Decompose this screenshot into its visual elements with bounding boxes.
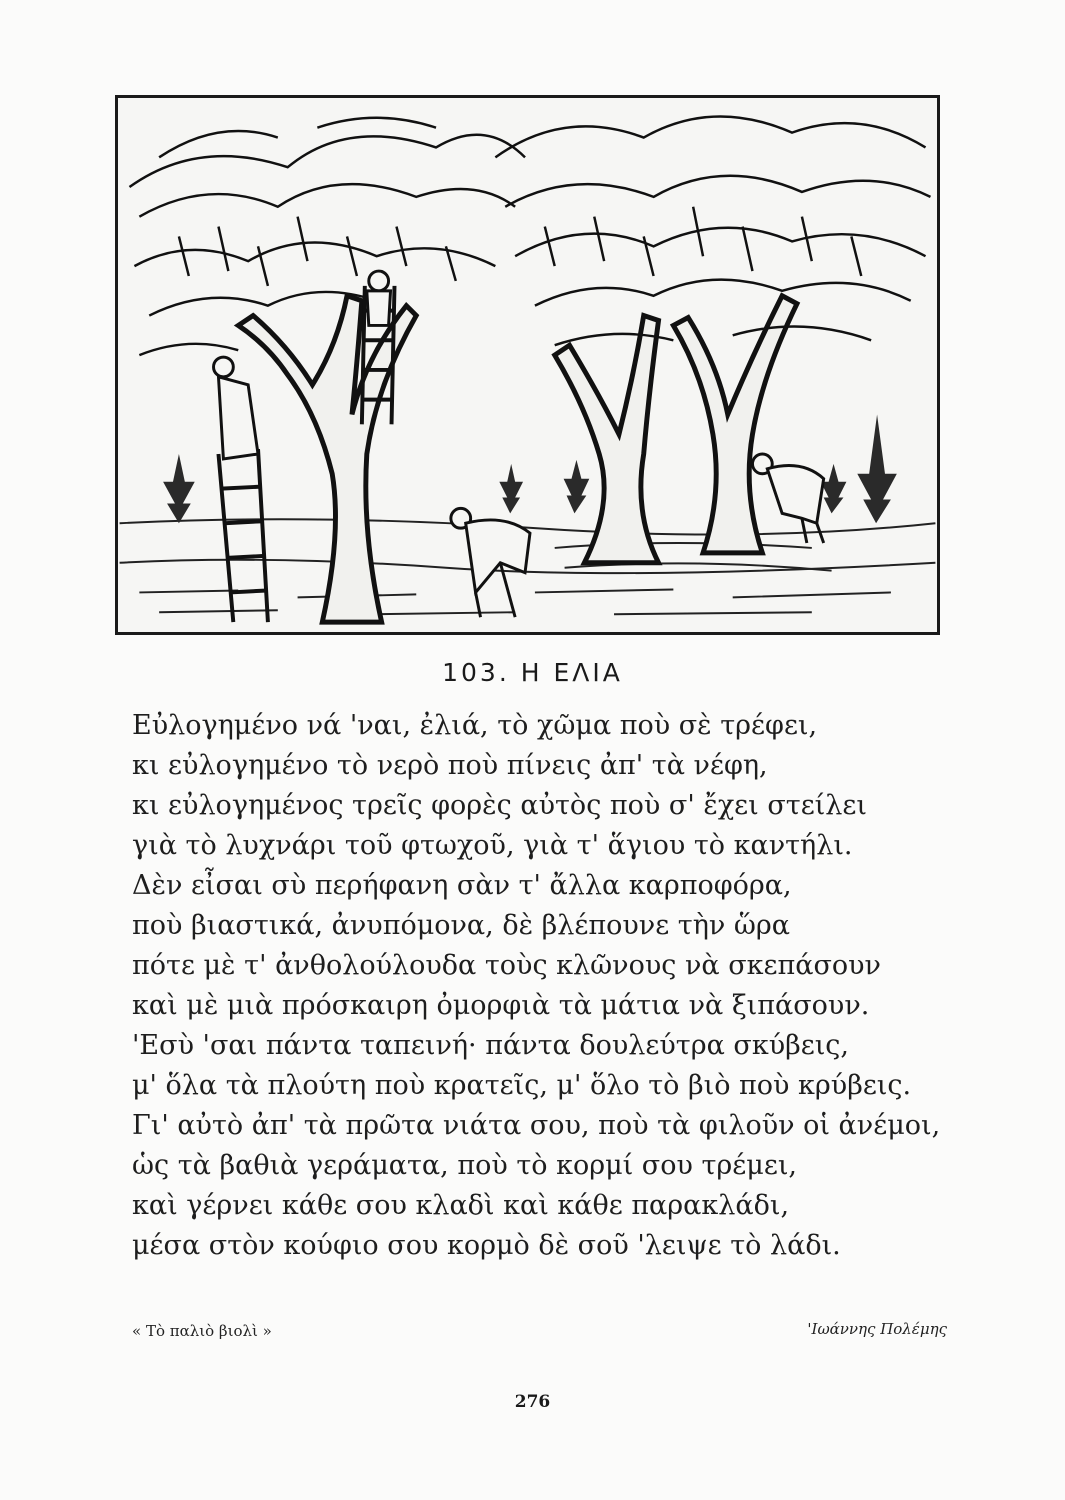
poem-line: καὶ μὲ μιὰ πρόσκαιρη ὀμορφιὰ τὰ μάτια νὰ ξιπάσουν. (132, 990, 870, 1021)
source-credit: « Τὸ παλιὸ βιολὶ » (132, 1322, 272, 1340)
poem-line: μέσα στὸν κούφιο σου κορμὸ δὲ σοῦ 'λειψε τὸ λάδι. (132, 1230, 841, 1261)
poem-line: κι εὐλογημένος τρεῖς φορὲς αὐτὸς ποὺ σ' ἔχει στείλει (132, 790, 867, 821)
olive-harvest-illustration (115, 95, 940, 635)
woodcut-drawing (118, 98, 937, 632)
poem-line: Εὐλογημένο νά 'ναι, ἐλιά, τὸ χῶμα ποὺ σὲ τρέφει, (132, 710, 818, 741)
poem-line: ὡς τὰ βαθιὰ γεράματα, ποὺ τὸ κορμί σου τρέμει, (132, 1150, 797, 1181)
poem-line: Δὲν εἶσαι σὺ περήφανη σὰν τ' ἄλλα καρποφόρα, (132, 870, 792, 901)
poem-line: ποὺ βιαστικά, ἀνυπόμονα, δὲ βλέπουνε τὴν ὥρα (132, 910, 790, 941)
poem-line: 'Εσὺ 'σαι πάντα ταπεινή· πάντα δουλεύτρα σκύβεις, (132, 1030, 850, 1061)
poem-line: Γι' αὐτὸ ἀπ' τὰ πρῶτα νιάτα σου, ποὺ τὰ φιλοῦν οἱ ἀνέμοι, (132, 1110, 941, 1141)
poem-line: γιὰ τὸ λυχνάρι τοῦ φτωχοῦ, γιὰ τ' ἅγιου τὸ καντήλι. (132, 830, 853, 861)
poem-line: πότε μὲ τ' ἀνθολούλουδα τοὺς κλῶνους νὰ σκεπάσουν (132, 950, 881, 981)
poem-line: καὶ γέρνει κάθε σου κλαδὶ καὶ κάθε παρακλάδι, (132, 1190, 790, 1221)
poem-line: μ' ὅλα τὰ πλούτη ποὺ κρατεῖς, μ' ὅλο τὸ βιὸ ποὺ κρύβεις. (132, 1070, 912, 1101)
page-title: 103. Η ΕΛΙΑ (442, 658, 623, 687)
poem-line: κι εὐλογημένο τὸ νερὸ ποὺ πίνεις ἀπ' τὰ νέφη, (132, 750, 768, 781)
author-name: 'Ιωάννης Πολέμης (807, 1320, 947, 1338)
page-number: 276 (514, 1392, 551, 1412)
